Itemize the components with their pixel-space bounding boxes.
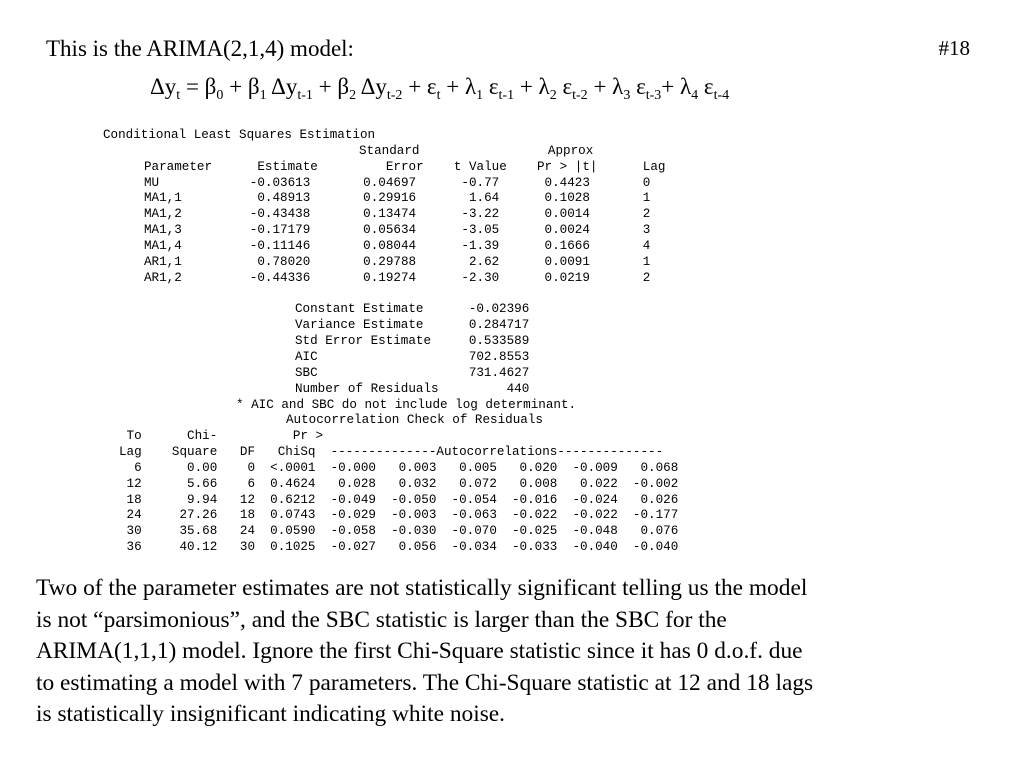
estimation-header-row-2: Parameter Estimate Error t Value Pr > |t| Lag — [144, 159, 666, 174]
autocorrelation-table-row: 24 27.26 18 0.0743 -0.029 -0.003 -0.063 -0.022 -0.022 -0.177 — [119, 508, 679, 523]
autocorrelation-table-row: 12 5.66 6 0.4624 0.028 0.032 0.072 0.008 0.022 -0.002 — [119, 476, 679, 491]
conclusion-line: is not “parsimonious”, and the SBC statistic is larger than the SBC for the — [36, 606, 727, 633]
estimation-table-row: AR1,2 -0.44336 0.19274 -2.30 0.0219 2 — [144, 270, 651, 285]
autocorrelation-table-body — [119, 461, 678, 556]
autocorrelation-heading: Autocorrelation Check of Residuals — [286, 413, 543, 428]
autocorrelation-table-row: 18 9.94 12 0.6212 -0.049 -0.050 -0.054 -0.016 -0.024 0.026 — [119, 492, 679, 507]
estimation-table-row: MA1,3 -0.17179 0.05634 -3.05 0.0024 3 — [144, 223, 651, 238]
fit-statistic-row: Variance Estimate 0.284717 — [295, 318, 530, 333]
estimation-table-row: MA1,4 -0.11146 0.08044 -1.39 0.1666 4 — [144, 238, 651, 253]
fit-statistic-row: Number of Residuals 440 — [295, 381, 530, 396]
autocorrelation-table-row: 6 0.00 0 <.0001 -0.000 0.003 0.005 0.020 -0.009 0.068 — [119, 460, 679, 475]
conclusion-paragraph — [36, 573, 996, 731]
model-equation: $\Delta y_t = \beta_0 + \beta_1$ $\Delta y_{t-1} + \beta_2$ $\Delta y_{t-2} + \varepsilon_t + \lambda_1$ $\varepsilon_{t-1} + \lambda_2$ $\varepsilon_{t-2} + \lambda_3$ $\varepsilon_{t-3}+ \lambda_4$ $\varepsilon_{t-4}$ — [150, 74, 730, 103]
aic-sbc-footnote: * AIC and SBC do not include log determinant. — [236, 397, 577, 412]
estimation-header-row-1: Standard Approx — [359, 143, 594, 158]
conclusion-line: ARIMA(1,1,1) model. Ignore the first Chi-Square statistic since it has 0 d.o.f. due — [36, 638, 803, 664]
estimation-table-row: AR1,1 0.78020 0.29788 2.62 0.0091 1 — [144, 254, 651, 269]
estimation-table-row: MA1,2 -0.43438 0.13474 -3.22 0.0014 2 — [144, 207, 651, 222]
conclusion-line: to estimating a model with 7 parameters. The Chi-Square statistic at 12 and 18 lags — [36, 669, 814, 696]
estimation-table-row: MU -0.03613 0.04697 -0.77 0.4423 0 — [144, 175, 651, 190]
autocorrelation-table-row: 30 35.68 24 0.0590 -0.058 -0.030 -0.070 -0.025 -0.048 0.076 — [119, 524, 679, 539]
estimation-table-row: MA1,1 0.48913 0.29916 1.64 0.1028 1 — [144, 191, 651, 206]
autocorrelation-table-row: 36 40.12 30 0.1025 -0.027 0.056 -0.034 -0.033 -0.040 -0.040 — [119, 540, 679, 555]
estimation-table-body — [144, 176, 650, 287]
conclusion-line: Two of the parameter estimates are not statistically significant telling us the model — [36, 575, 808, 601]
fit-statistic-row: Constant Estimate -0.02396 — [295, 302, 530, 317]
fit-statistic-row: AIC 702.8553 — [295, 349, 530, 364]
slide-number: #18 — [938, 36, 970, 60]
fit-statistics — [295, 302, 529, 397]
fit-statistic-row: SBC 731.4627 — [295, 365, 530, 380]
autocorrelation-header-row-1: To Chi- Pr > — [119, 429, 324, 444]
conclusion-line: is statistically insignificant indicating white noise. — [36, 701, 506, 727]
estimation-heading: Conditional Least Squares Estimation — [103, 128, 376, 142]
autocorrelation-header-row-2: Lag Square DF ChiSq --------------Autocorrelations-------------- — [119, 445, 664, 460]
fit-statistic-row: Std Error Estimate 0.533589 — [295, 334, 530, 349]
slide-title: This is the ARIMA(2,1,4) model: — [46, 36, 354, 61]
